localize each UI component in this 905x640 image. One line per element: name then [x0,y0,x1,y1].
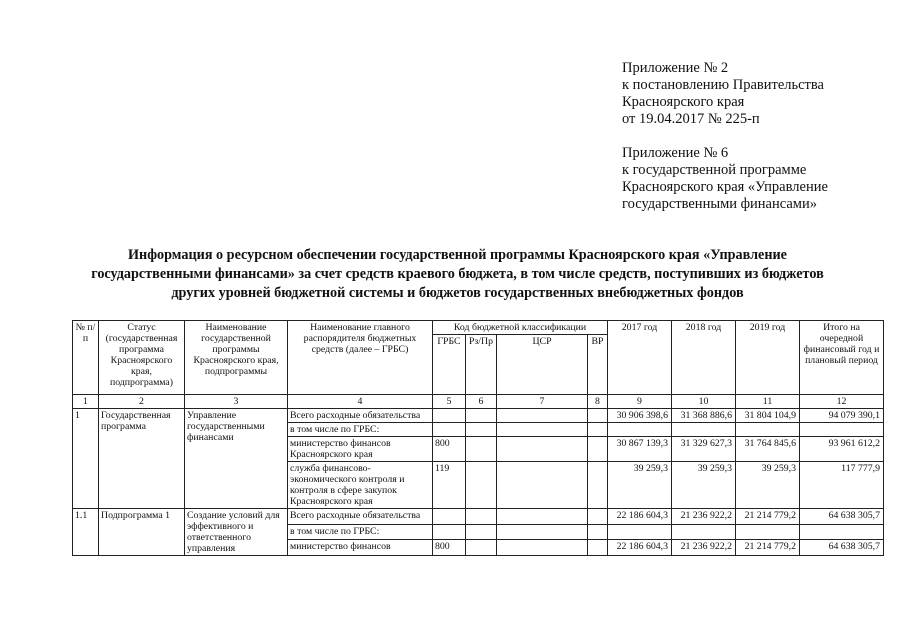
grbs-name: Всего расходные обязательства [288,509,433,525]
col-number: 10 [672,395,736,409]
row-num: 1.1 [73,509,99,556]
appendix-line: к государственной программе [622,162,807,178]
col-number: 7 [497,395,588,409]
value-2017: 22 186 604,3 [608,540,672,556]
header-2017: 2017 год [608,321,672,395]
header-num: № п/п [73,321,99,395]
row-num: 1 [73,409,99,509]
header-rzpr: Рз/Пр [466,335,497,395]
grbs-name: министерство финансов Красноярского края [288,437,433,462]
header-grbs: ГРБС [433,335,466,395]
column-number-row [73,395,884,409]
grbs-name: служба финансово-экономического контроля и контроля в сфере закупок Красноярского края [288,462,433,509]
value-2018: 21 236 922,2 [672,540,736,556]
value-2019: 31 804 104,9 [736,409,800,423]
value-2018: 31 368 886,6 [672,409,736,423]
appendix-line: к постановлению Правительства [622,77,824,93]
header-name: Наименование государственной программы Красноярского края, подпрограммы [185,321,288,395]
col-number: 1 [73,395,99,409]
title-line: других уровней бюджетной системы и бюджетов государственных внебюджетных фондов [171,285,744,301]
table-row [73,509,884,525]
value-total: 117 777,9 [800,462,884,509]
value-2018: 39 259,3 [672,462,736,509]
col-number: 5 [433,395,466,409]
col-number: 8 [588,395,608,409]
row-status: Подпрограмма 1 [99,509,185,556]
header-code: Код бюджетной классификации [433,321,608,335]
appendix-2-header [622,60,824,128]
document-title [40,246,875,303]
header-2018: 2018 год [672,321,736,395]
value-2017: 30 867 139,3 [608,437,672,462]
grbs-name: в том числе по ГРБС: [288,524,433,540]
col-number: 6 [466,395,497,409]
appendix-line: Красноярского края «Управление [622,179,828,195]
col-number: 3 [185,395,288,409]
grbs-code: 800 [433,540,466,556]
col-number: 9 [608,395,672,409]
appendix-6-header [622,145,828,213]
value-total: 93 961 612,2 [800,437,884,462]
table-row [73,409,884,423]
value-2017: 22 186 604,3 [608,509,672,525]
header-2019: 2019 год [736,321,800,395]
appendix-line: Приложение № 2 [622,60,729,76]
grbs-code: 800 [433,437,466,462]
value-2019: 21 214 779,2 [736,509,800,525]
resource-table [72,320,884,556]
appendix-line: Красноярского края [622,94,745,110]
appendix-line: от 19.04.2017 № 225-п [622,111,760,127]
value-total: 64 638 305,7 [800,509,884,525]
col-number: 4 [288,395,433,409]
col-number: 11 [736,395,800,409]
value-2018: 31 329 627,3 [672,437,736,462]
header-total: Итого на очередной финансовый год и плановый период [800,321,884,395]
title-line: Информация о ресурсном обеспечении государственной программы Красноярского края «Управление [128,247,787,263]
value-2017: 30 906 398,6 [608,409,672,423]
header-grbs-name: Наименование главного распорядителя бюджетных средств (далее – ГРБС) [288,321,433,395]
value-2017: 39 259,3 [608,462,672,509]
value-2019: 39 259,3 [736,462,800,509]
header-vr: ВР [588,335,608,395]
header-status: Статус (государственная программа Красноярского края, подпрограмма) [99,321,185,395]
header-csr: ЦСР [497,335,588,395]
grbs-code [433,409,466,423]
grbs-name: в том числе по ГРБС: [288,423,433,437]
value-2018: 21 236 922,2 [672,509,736,525]
col-number: 2 [99,395,185,409]
appendix-line: Приложение № 6 [622,145,729,161]
row-name: Управление государственными финансами [185,409,288,509]
col-number: 12 [800,395,884,409]
title-line: государственными финансами» за счет средств краевого бюджета, в том числе средств, поступивших из бюджетов [91,266,824,282]
value-total: 94 079 390,1 [800,409,884,423]
appendix-line: государственными финансами» [622,196,817,212]
value-2019: 21 214 779,2 [736,540,800,556]
grbs-name: министерство финансов [288,540,433,556]
grbs-code: 119 [433,462,466,509]
row-name: Создание условий для эффективного и ответственного управления [185,509,288,556]
row-status: Государственная программа [99,409,185,509]
value-2019: 31 764 845,6 [736,437,800,462]
value-total: 64 638 305,7 [800,540,884,556]
grbs-name: Всего расходные обязательства [288,409,433,423]
